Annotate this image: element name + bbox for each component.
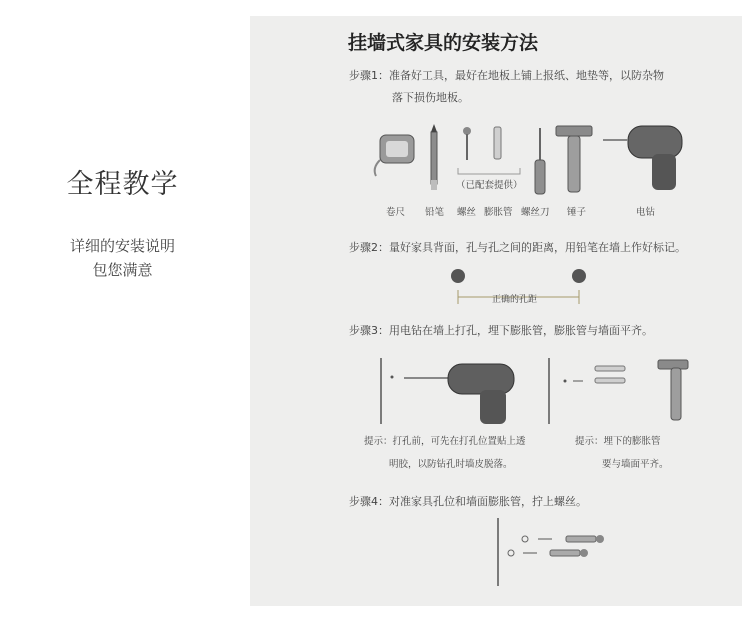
screwdriver-icon [535,128,545,194]
tool-label: 电钻 [636,207,656,218]
tip-left-line-2: 明胶，以防钻孔时墙皮脱落。 [389,459,513,470]
pencil-icon [431,124,437,190]
step4-text: 步骤4：对准家具孔位和墙面膨胀管，拧上螺丝。 [349,495,587,508]
left-subtitle-line-1: 详细的安装说明 [69,237,175,255]
left-title: 全程教学 [66,169,179,200]
drill-icon-step3 [448,364,514,424]
step2-text: 步骤2：量好家具背面，孔与孔之间的距离，用铅笔在墙上作好标记。 [349,241,686,254]
tool-label: 螺丝 [457,207,477,218]
tip-right-line-2: 要与墙面平齐。 [602,459,669,470]
wall-anchor-icon [494,127,501,159]
left-subtitle-line-2: 包您满意 [92,261,153,279]
provided-bracket [458,168,520,174]
tool-label: 卷尺 [386,207,406,218]
step1-text-line-2: 落下损伤地板。 [392,91,469,104]
tool-label: 锤子 [567,207,587,218]
hole-mark-right [572,269,586,283]
tip-left-line-1: 提示：打孔前，可先在打孔位置贴上透 [364,436,526,447]
screw-icon-step4-top [566,535,604,543]
step1-text-line-1: 步骤1：准备好工具，最好在地板上铺上报纸、地垫等，以防杂物 [349,69,664,82]
tool-label: 螺丝刀 [521,207,550,218]
tip-right-line-1: 提示：埋下的膨胀管 [575,436,661,447]
tape-measure-icon [375,135,414,176]
hammer-icon-step3 [658,360,688,420]
anchor-bottom [595,378,625,383]
anchor-top [595,366,625,371]
drill-icon [603,126,682,190]
hole-mark-left [451,269,465,283]
provided-note: （已配套提供） [456,180,523,191]
distance-label: 正确的孔距 [492,295,538,305]
screw-icon-step4-bottom [550,549,588,557]
step3-text: 步骤3：用电钻在墙上打孔，埋下膨胀管，膨胀管与墙面平齐。 [349,324,653,337]
doc-title: 挂墙式家具的安装方法 [348,32,539,54]
screw-icon [463,127,471,160]
hammer-icon [556,126,592,192]
tool-label: 铅笔 [425,207,445,218]
tool-label: 膨胀管 [484,207,513,218]
